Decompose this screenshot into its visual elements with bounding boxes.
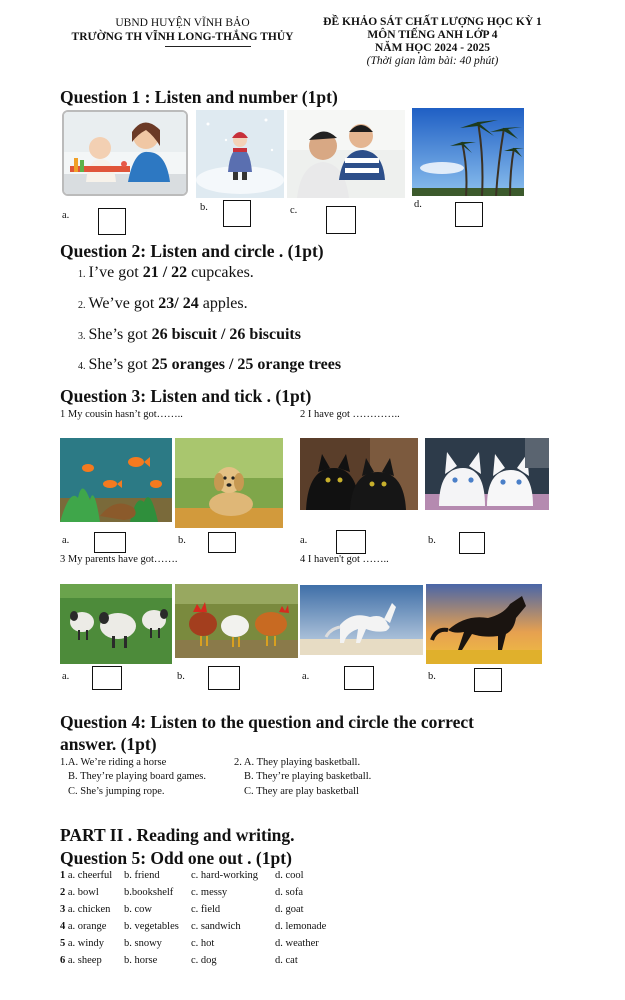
q3-picture-black-cats <box>300 438 418 510</box>
q1-label-c: c. <box>290 205 298 216</box>
q2-title: Question 2: Listen and circle . (1pt) <box>60 241 324 261</box>
q2-item-2-number: 2. <box>78 300 86 311</box>
q3-2-tick-box-b[interactable] <box>459 532 485 554</box>
q3-sentence-3: 3 My parents have got……. <box>60 554 178 565</box>
q2-item-1-choices[interactable]: 21 / 22 <box>142 264 188 281</box>
q3-4-label-b: b. <box>428 671 436 682</box>
q2-item-1-number: 1. <box>78 269 86 280</box>
q4-1-option-c[interactable]: C. She’s jumping rope. <box>68 786 165 797</box>
q2-item-3-choices[interactable]: 26 biscuit / 26 biscuits <box>151 326 301 343</box>
q5-row-2-option-c[interactable]: c. messy <box>191 887 228 898</box>
q5-row-6: 6 a. sheep <box>60 955 102 966</box>
q4-1-option-a[interactable]: 1.A. We’re riding a horse <box>60 757 167 768</box>
q5-row-1-option-c[interactable]: c. hard-working <box>191 870 259 881</box>
q5-row-4-option-d[interactable]: d. lemonade <box>275 921 327 932</box>
q1-answer-box-a[interactable] <box>98 208 126 235</box>
q2-item-1: 1. I’ve got 21 / 22 cupcakes. <box>78 264 254 281</box>
header-underline <box>165 46 251 47</box>
q2-item-2: 2. We’ve got 23/ 24 apples. <box>78 295 248 312</box>
q3-sentence-4: 4 I haven't got …….. <box>300 554 389 565</box>
q3-picture-chickens <box>175 584 298 658</box>
q5-row-5-option-a[interactable]: a. windy <box>67 938 105 949</box>
q5-title: Question 5: Odd one out . (1pt) <box>60 848 292 868</box>
q5-row-3: 3 a. chicken <box>60 904 111 915</box>
q5-row-2: 2 a. bowl <box>60 887 99 898</box>
q5-row-1-option-a[interactable]: a. cheerful <box>67 870 113 881</box>
q1-picture-child-in-snow <box>196 110 284 198</box>
q3-picture-white-horse <box>300 585 423 655</box>
q5-row-1-option-b[interactable]: b. friend <box>124 870 160 881</box>
q5-row-2-option-b[interactable]: b.bookshelf <box>124 887 174 898</box>
q1-label-b: b. <box>200 202 208 213</box>
q3-picture-puppy <box>175 438 283 528</box>
q5-row-4-option-c[interactable]: c. sandwich <box>191 921 241 932</box>
q5-row-5-option-d[interactable]: d. weather <box>275 938 319 949</box>
q3-picture-white-kittens <box>425 438 549 510</box>
q4-2-option-c[interactable]: C. They are play basketball <box>244 786 359 797</box>
q5-row-1: 1 a. cheerful <box>60 870 113 881</box>
q5-row-2-option-a[interactable]: a. bowl <box>67 887 99 898</box>
q1-label-d: d. <box>414 199 422 210</box>
q5-row-4: 4 a. orange <box>60 921 107 932</box>
q3-1-tick-box-b[interactable] <box>208 532 236 553</box>
time-limit: (Thời gian làm bài: 40 phút) <box>366 55 499 67</box>
q5-row-4-option-b[interactable]: b. vegetables <box>124 921 179 932</box>
q3-4-tick-box-b[interactable] <box>474 668 502 692</box>
header-right <box>300 16 565 68</box>
q5-row-3-option-a[interactable]: a. chicken <box>67 904 111 915</box>
q1-picture-mother-feeding-baby <box>62 110 188 196</box>
school-name: TRƯỜNG TH VĨNH LONG-THẮNG THỦY <box>71 31 294 43</box>
q4-2-option-b[interactable]: B. They’re playing basketball. <box>244 771 372 782</box>
q3-1-label-a: a. <box>62 535 70 546</box>
q1-title: Question 1 : Listen and number (1pt) <box>60 87 338 107</box>
q3-3-tick-box-b[interactable] <box>208 666 240 690</box>
q3-3-label-a: a. <box>62 671 70 682</box>
q3-1-tick-box-a[interactable] <box>94 532 126 553</box>
q3-4-label-a: a. <box>302 671 310 682</box>
q5-row-6-option-a[interactable]: a. sheep <box>67 955 102 966</box>
q2-item-4-number: 4. <box>78 361 86 372</box>
q2-item-2-choices[interactable]: 23/ 24 <box>158 295 199 312</box>
q5-row-3-option-d[interactable]: d. goat <box>275 904 304 915</box>
q5-row-5-option-b[interactable]: b. snowy <box>124 938 162 949</box>
q5-row-5-option-c[interactable]: c. hot <box>191 938 215 949</box>
q5-row-3-option-b[interactable]: b. cow <box>124 904 152 915</box>
q2-item-3-number: 3. <box>78 331 86 342</box>
q1-answer-box-b[interactable] <box>223 200 251 227</box>
q2-item-3: 3. She’s got 26 biscuit / 26 biscuits <box>78 326 301 343</box>
q4-title-line-2: answer. (1pt) <box>60 734 157 754</box>
q3-4-tick-box-a[interactable] <box>344 666 374 690</box>
q1-picture-palm-trees <box>412 108 524 196</box>
q5-row-3-option-c[interactable]: c. field <box>191 904 221 915</box>
q3-2-label-b: b. <box>428 535 436 546</box>
q5-row-4-option-a[interactable]: a. orange <box>67 921 107 932</box>
q5-row-5: 5 a. windy <box>60 938 105 949</box>
q2-item-4-choices[interactable]: 25 oranges / 25 orange trees <box>151 356 342 373</box>
q2-item-4: 4. She’s got 25 oranges / 25 orange trees <box>78 356 342 373</box>
q1-label-a: a. <box>62 210 70 221</box>
q3-sentence-2: 2 I have got ………….. <box>300 409 400 420</box>
q4-1-option-b[interactable]: B. They’re playing board games. <box>68 771 207 782</box>
q1-answer-box-c[interactable] <box>326 206 356 234</box>
q3-title: Question 3: Listen and tick . (1pt) <box>60 386 312 406</box>
header-left <box>60 16 305 44</box>
q1-picture-father-and-son <box>287 110 405 198</box>
q5-row-2-option-d[interactable]: d. sofa <box>275 887 303 898</box>
q3-picture-fish-tank <box>60 438 172 522</box>
q5-row-6-option-d[interactable]: d. cat <box>275 955 298 966</box>
q3-sentence-1: 1 My cousin hasn’t got…….. <box>60 409 183 420</box>
exam-title: ĐỀ KHẢO SÁT CHẤT LƯỢNG HỌC KỲ 1 <box>323 16 542 28</box>
q3-3-tick-box-a[interactable] <box>92 666 122 690</box>
q3-2-tick-box-a[interactable] <box>336 530 366 554</box>
q3-3-label-b: b. <box>177 671 185 682</box>
q5-row-1-option-d[interactable]: d. cool <box>275 870 304 881</box>
q4-2-option-a[interactable]: 2. A. They playing basketball. <box>234 757 361 768</box>
q5-row-6-option-b[interactable]: b. horse <box>124 955 158 966</box>
subject-title: MÔN TIẾNG ANH LỚP 4 <box>367 29 498 41</box>
q1-answer-box-d[interactable] <box>455 202 483 227</box>
school-year: NĂM HỌC 2024 - 2025 <box>375 42 490 54</box>
q3-1-label-b: b. <box>178 535 186 546</box>
q3-picture-black-horse <box>426 584 542 664</box>
q4-title-line-1: Question 4: Listen to the question and circle the correct <box>60 712 474 732</box>
part-2-title: PART II . Reading and writing. <box>60 825 295 845</box>
district-name: UBND HUYỆN VĨNH BẢO <box>115 17 250 29</box>
q5-row-6-option-c[interactable]: c. dog <box>191 955 217 966</box>
q3-picture-sheep <box>60 584 172 664</box>
q3-2-label-a: a. <box>300 535 308 546</box>
